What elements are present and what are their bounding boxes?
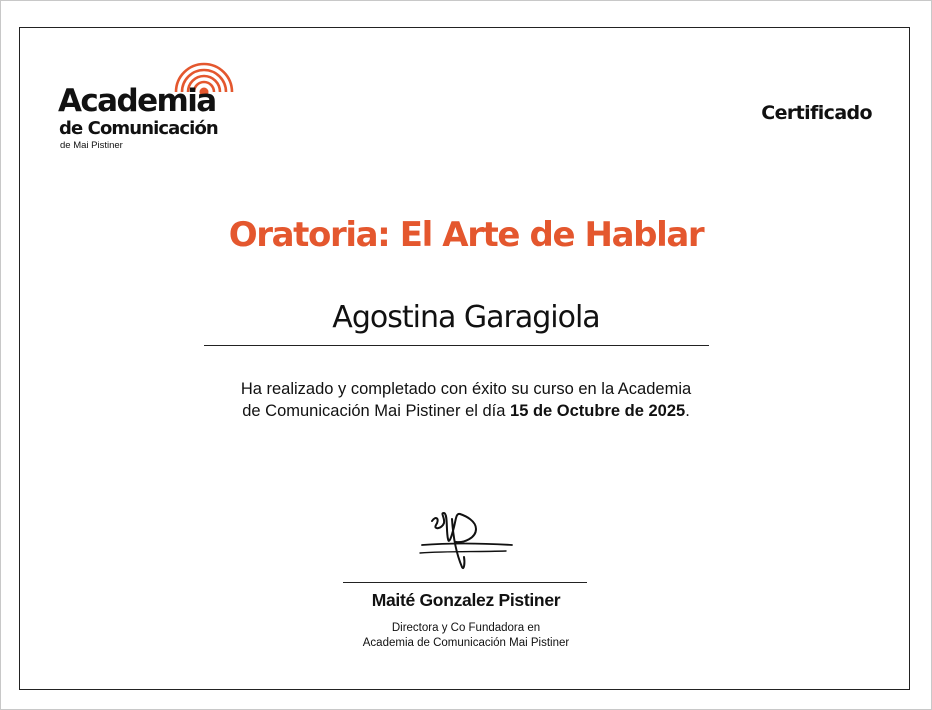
statement-period: . <box>685 402 690 420</box>
recipient-name: Agostina Garagiola <box>332 300 600 335</box>
recipient-underline <box>204 345 709 346</box>
handwritten-signature <box>418 505 518 575</box>
signer-role-line-2: Academia de Comunicación Mai Pistiner <box>362 637 570 649</box>
logo-tagline: de Mai Pistiner <box>60 140 123 151</box>
signer-role-line-1: Directora y Co Fundadora en <box>391 622 541 634</box>
statement-line-2: de Comunicación Mai Pistiner el día <box>242 402 511 420</box>
logo-title: Academia <box>58 83 216 119</box>
course-title: Oratoria: El Arte de Hablar <box>228 215 704 255</box>
logo-subtitle: de Comunicación <box>59 118 218 139</box>
certificate-label: Certificado <box>761 102 872 124</box>
statement-line-1: Ha realizado y completado con éxito su curso en la Academia <box>240 380 692 398</box>
completion-statement <box>0 378 932 422</box>
completion-date: 15 de Octubre de 2025 <box>510 402 686 420</box>
signature-line <box>343 582 587 583</box>
signer-name: Maité Gonzalez Pistiner <box>371 590 561 610</box>
academy-logo <box>58 60 258 160</box>
signer-role <box>0 621 932 651</box>
